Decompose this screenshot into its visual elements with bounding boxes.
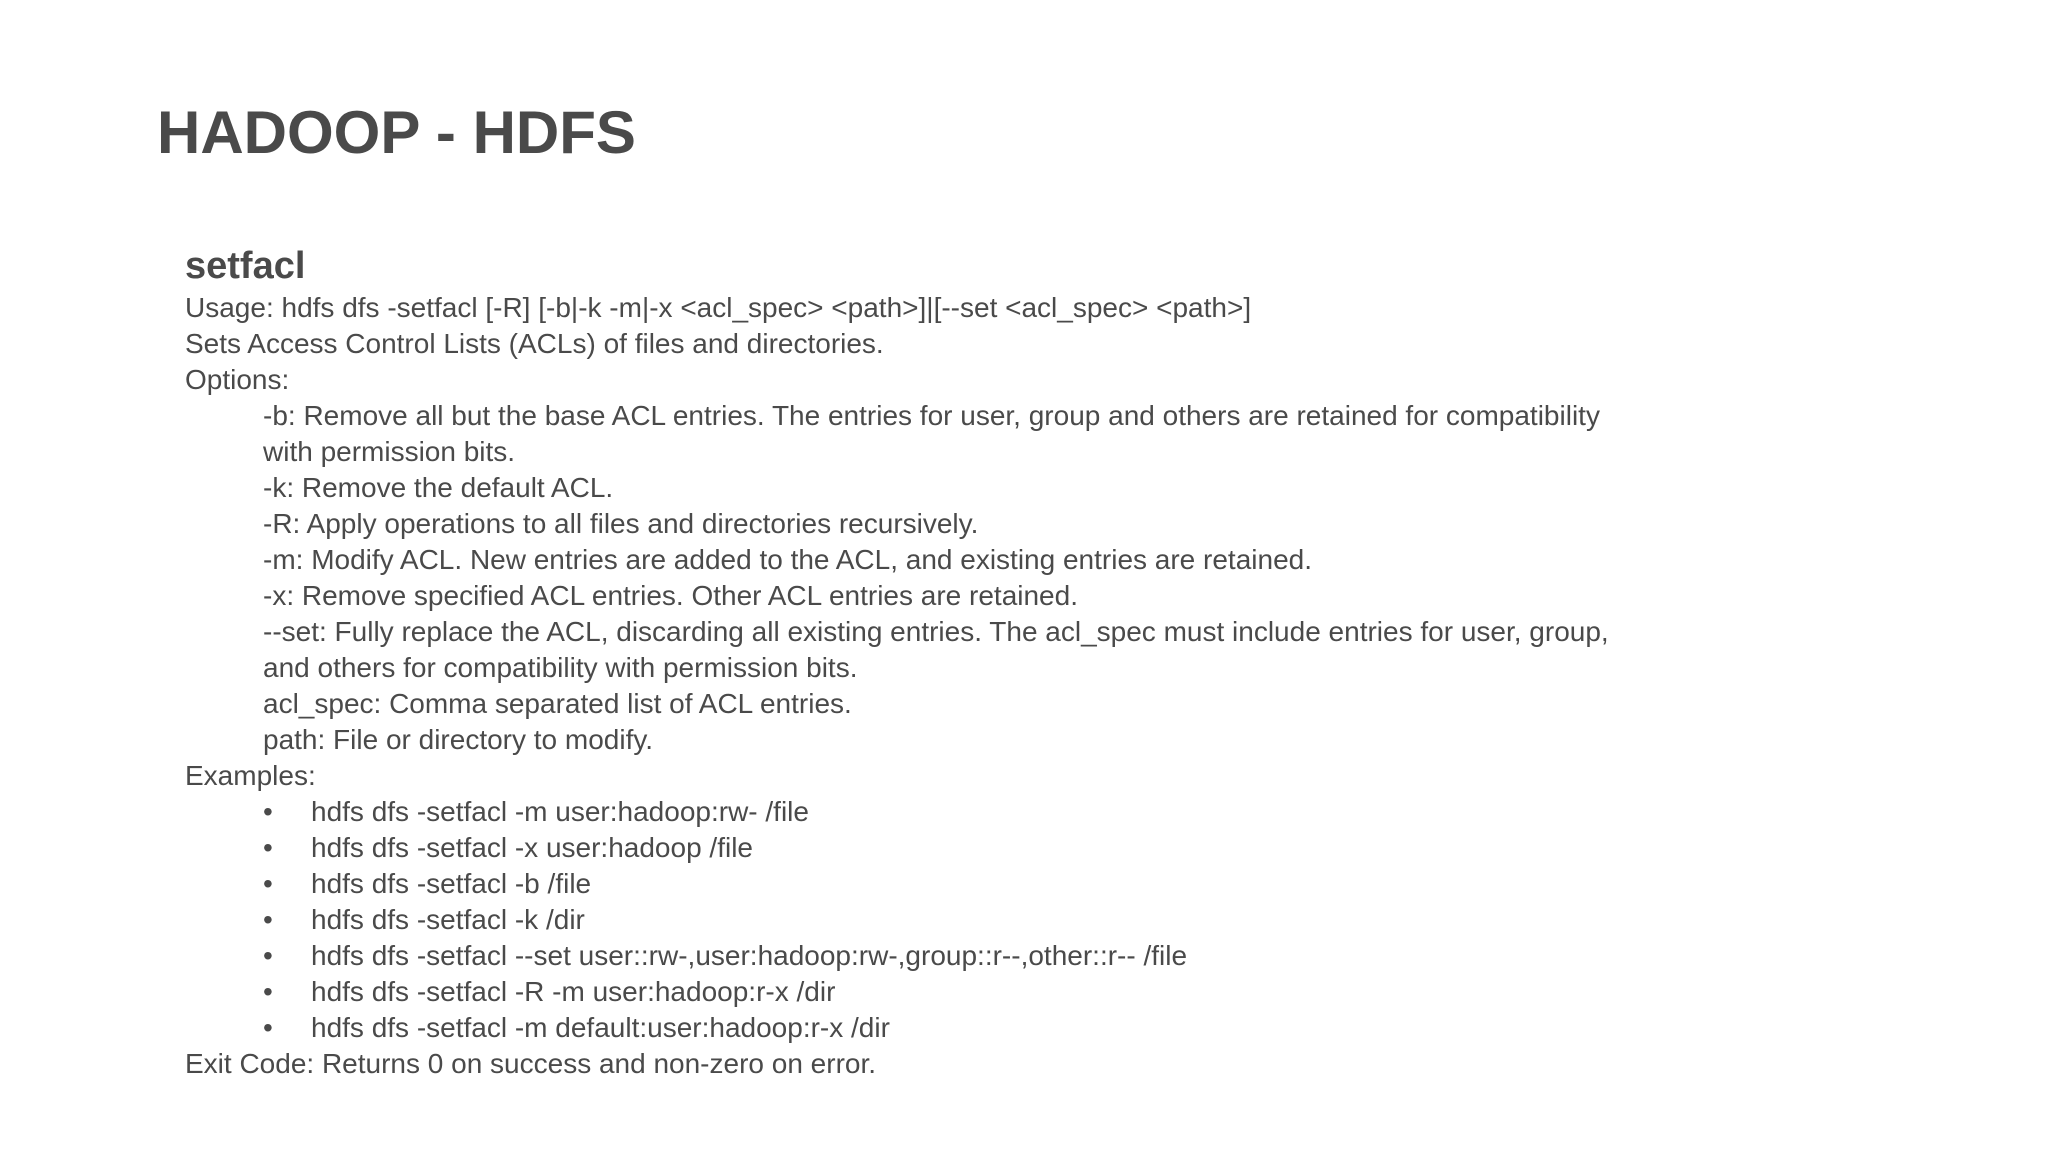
bullet-icon: • <box>263 868 273 899</box>
option-line: and others for compatibility with permission bits. <box>263 652 858 683</box>
option-line: --set: Fully replace the ACL, discarding all existing entries. The acl_spec must include entries for user, group, <box>263 616 1609 647</box>
example-text: hdfs dfs -setfacl -m user:hadoop:rw- /file <box>311 796 809 827</box>
bullet-icon: • <box>263 976 273 1007</box>
bullet-icon: • <box>263 904 273 935</box>
example-text: hdfs dfs -setfacl -b /file <box>311 868 592 899</box>
examples-list <box>185 794 2005 1046</box>
section-heading: setfacl <box>185 245 306 287</box>
example-text: hdfs dfs -setfacl -k /dir <box>311 904 585 935</box>
exit-code-line: Exit Code: Returns 0 on success and non-zero on error. <box>185 1048 877 1079</box>
bullet-icon: • <box>263 832 273 863</box>
example-item <box>185 1010 2005 1046</box>
bullet-icon: • <box>263 796 273 827</box>
example-item <box>185 794 2005 830</box>
example-item <box>185 974 2005 1010</box>
option-line: path: File or directory to modify. <box>263 724 654 755</box>
usage-line: Usage: hdfs dfs -setfacl [-R] [-b|-k -m|-x <acl_spec> <path>]|[--set <acl_spec> <path>] <box>185 292 1252 323</box>
example-text: hdfs dfs -setfacl --set user::rw-,user:hadoop:rw-,group::r--,other::r-- /file <box>311 940 1188 971</box>
option-line: -k: Remove the default ACL. <box>263 472 614 503</box>
description-line: Sets Access Control Lists (ACLs) of files and directories. <box>185 328 884 359</box>
option-line: -R: Apply operations to all files and directories recursively. <box>263 508 979 539</box>
option-line: -m: Modify ACL. New entries are added to the ACL, and existing entries are retained. <box>263 544 1313 575</box>
example-item <box>185 866 2005 902</box>
option-line: acl_spec: Comma separated list of ACL entries. <box>263 688 852 719</box>
example-text: hdfs dfs -setfacl -R -m user:hadoop:r-x /dir <box>311 976 836 1007</box>
bullet-icon: • <box>263 940 273 971</box>
bullet-icon: • <box>263 1012 273 1043</box>
example-item <box>185 902 2005 938</box>
options-label: Options: <box>185 364 290 395</box>
options-list <box>185 398 2005 758</box>
examples-label: Examples: <box>185 760 316 791</box>
example-text: hdfs dfs -setfacl -x user:hadoop /file <box>311 832 753 863</box>
option-line: -x: Remove specified ACL entries. Other ACL entries are retained. <box>263 580 1078 611</box>
example-item <box>185 938 2005 974</box>
slide-title: HADOOP - HDFS <box>157 99 636 166</box>
option-line: -b: Remove all but the base ACL entries. The entries for user, group and others are retained for compatibility <box>263 400 1600 431</box>
option-line: with permission bits. <box>263 436 516 467</box>
example-text: hdfs dfs -setfacl -m default:user:hadoop:r-x /dir <box>311 1012 890 1043</box>
example-item <box>185 830 2005 866</box>
slide-content <box>185 244 2005 1082</box>
